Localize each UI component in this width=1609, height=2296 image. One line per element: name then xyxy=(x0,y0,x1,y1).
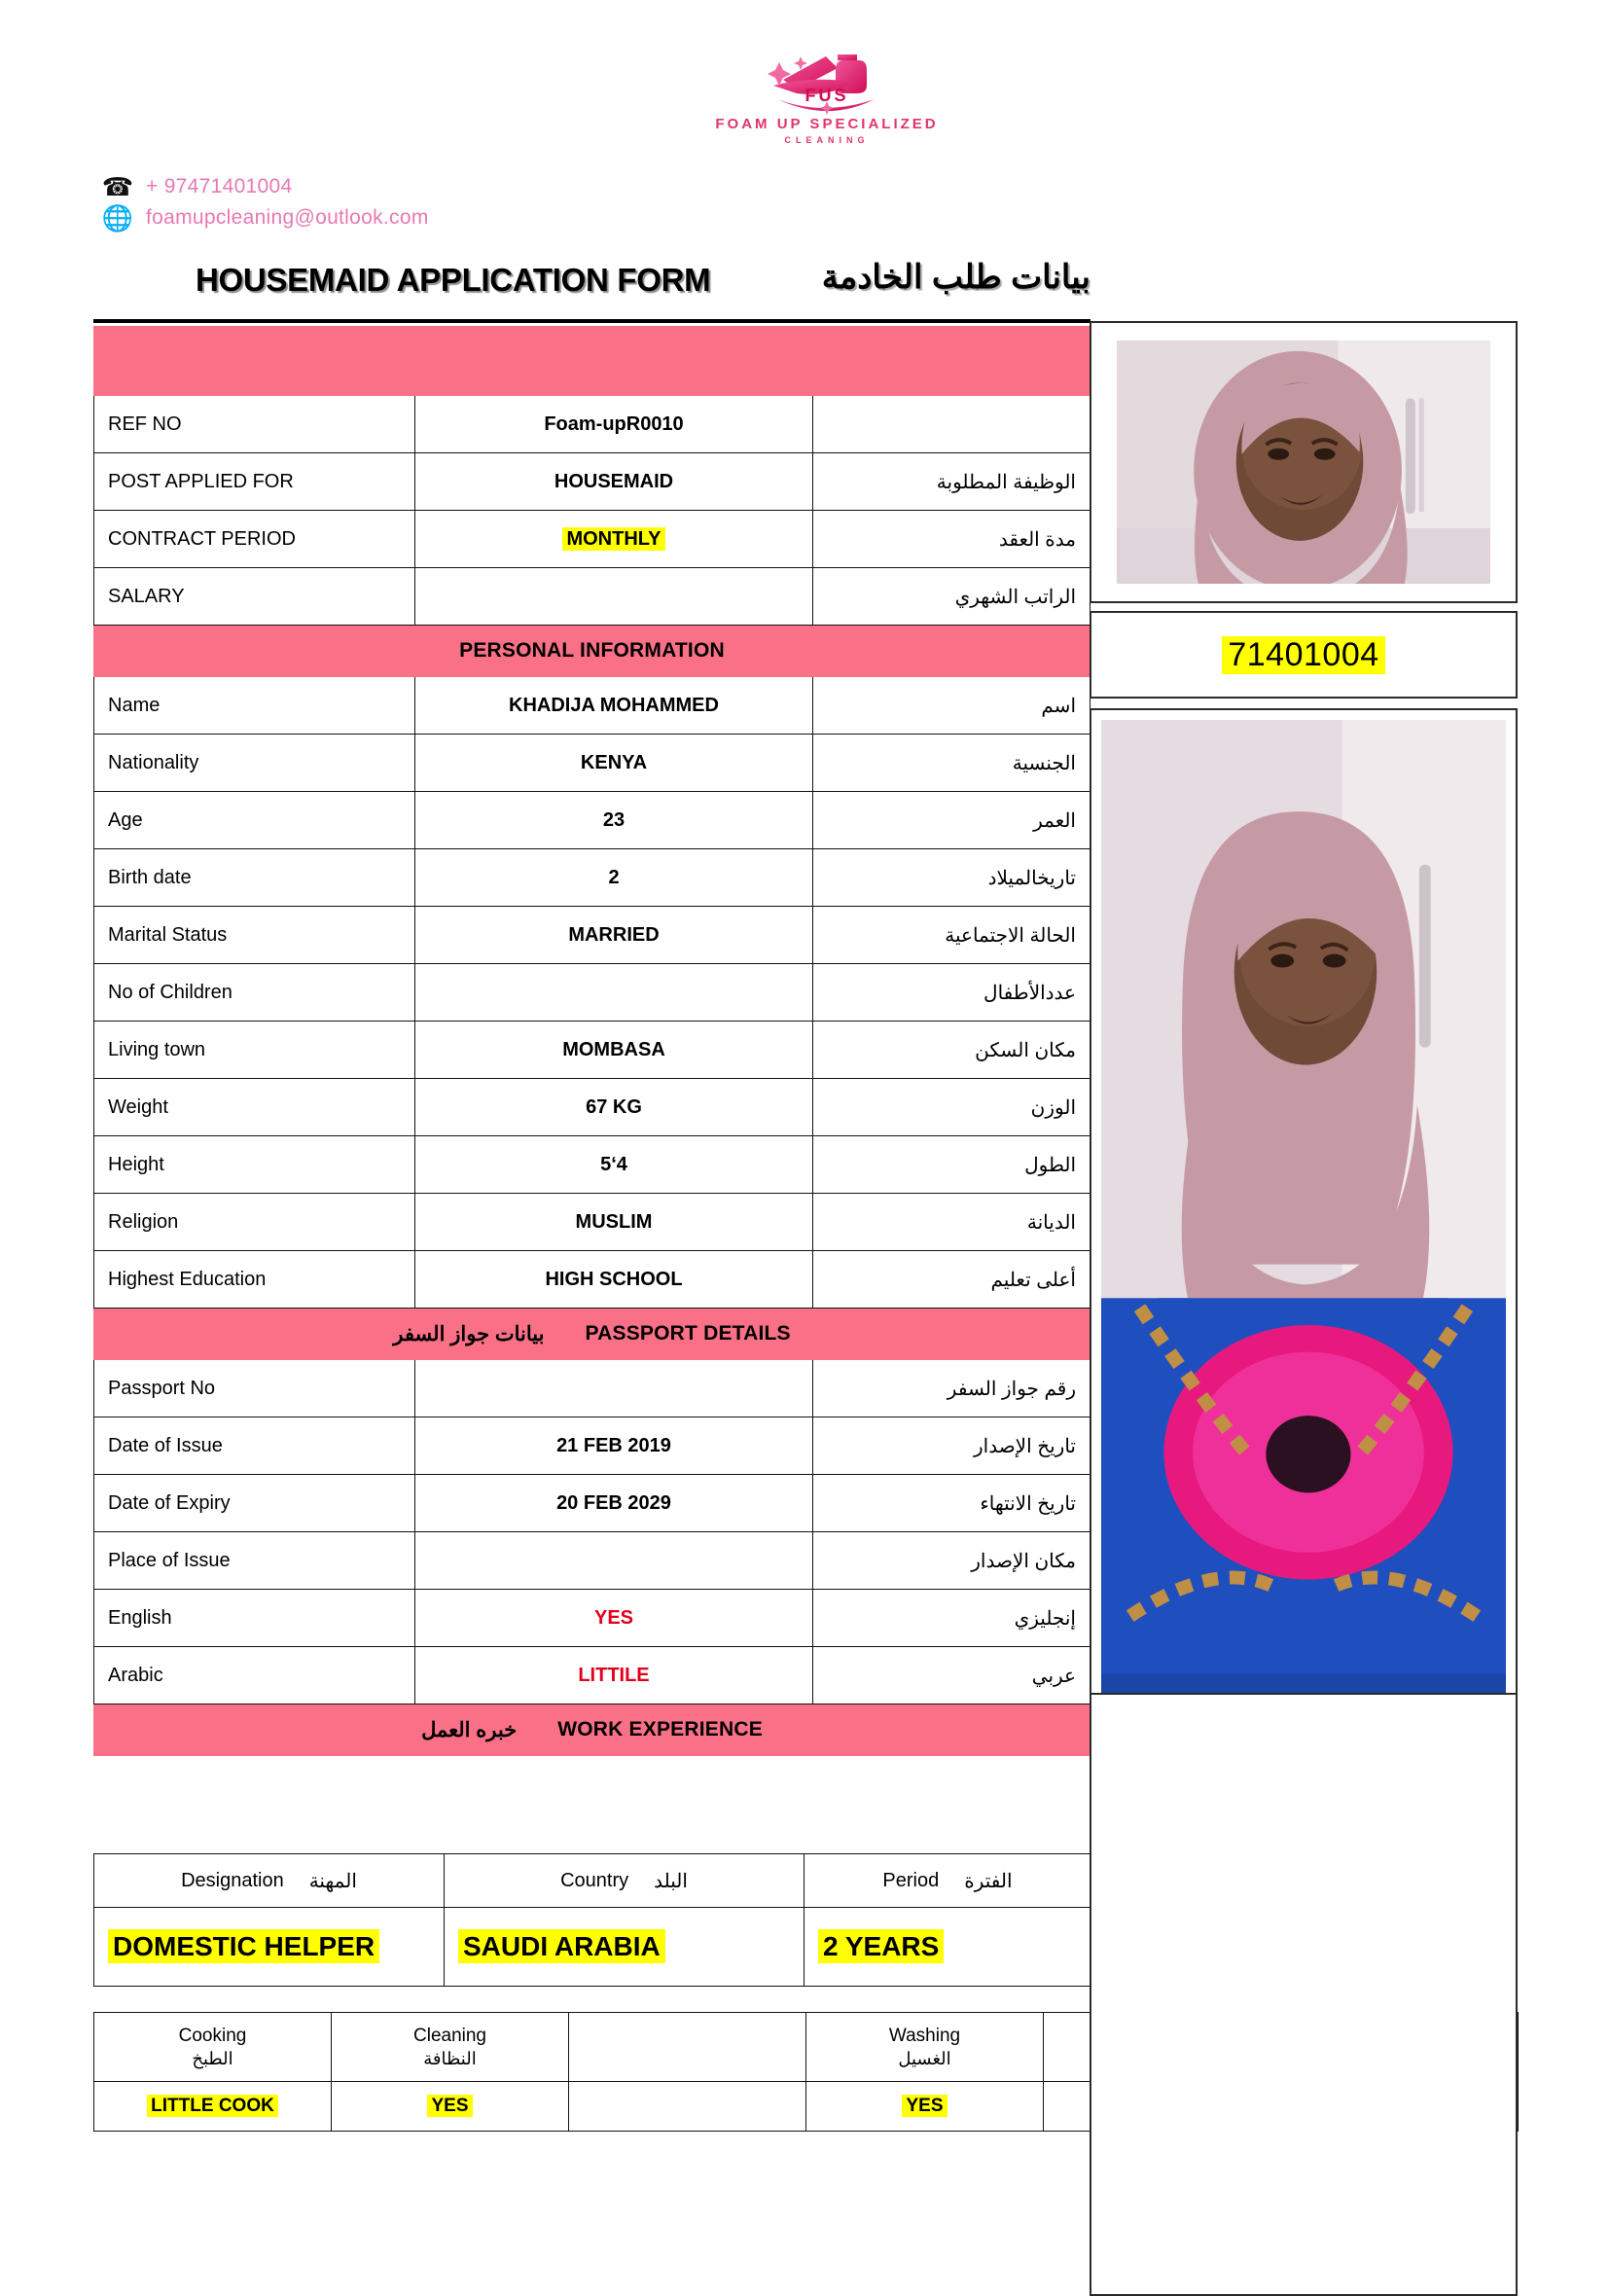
date-of-issue-value[interactable]: 21 FEB 2019 xyxy=(415,1417,812,1475)
place-of-issue-label-ar: مكان الإصدار xyxy=(812,1532,1090,1590)
form-row xyxy=(94,1532,1091,1590)
personal-information-band-label: PERSONAL INFORMATION xyxy=(94,626,1091,677)
contact-number-value: 71401004 xyxy=(1222,636,1384,674)
contact-number-box xyxy=(1090,611,1518,699)
wex-col-designation xyxy=(94,1854,445,1908)
no-of-children-label-ar: عددالأطفال xyxy=(812,964,1090,1022)
form-row xyxy=(94,1022,1091,1079)
applicant-headshot-photo-box xyxy=(1090,321,1518,603)
height-label-ar: الطول xyxy=(812,1136,1090,1194)
phone-text: + 97471401004 xyxy=(146,175,293,197)
date-of-expiry-label: Date of Expiry xyxy=(94,1475,415,1532)
applicant-headshot-photo xyxy=(1117,341,1490,584)
personal-information-band xyxy=(94,626,1091,677)
salary-label-ar: الراتب الشهري xyxy=(812,568,1090,626)
birth-date-label-ar: تاريخالميلاد xyxy=(812,849,1090,907)
passport-no-label-ar: رقم جواز السفر xyxy=(812,1360,1090,1417)
wex-period-en: Period xyxy=(882,1869,940,1891)
english-label-ar: إنجليزي xyxy=(812,1590,1090,1647)
work-experience-entry-row xyxy=(94,1908,1091,1987)
name-label-ar: اسم xyxy=(812,677,1090,735)
telephone-icon: ☎ xyxy=(101,172,134,201)
wex-country-ar: البلد xyxy=(654,1870,688,1892)
highest-education-label: Highest Education xyxy=(94,1251,415,1309)
svg-text:FUS: FUS xyxy=(804,86,849,105)
post-applied-for-label: POST APPLIED FOR xyxy=(94,453,415,511)
post-applied-for-value[interactable]: HOUSEMAID xyxy=(415,453,812,511)
skill-value-blank-2[interactable] xyxy=(569,2082,806,2132)
passport-no-label: Passport No xyxy=(94,1360,415,1417)
salary-label: SALARY xyxy=(94,568,415,626)
wex-designation-en: Designation xyxy=(181,1869,284,1891)
title-underline xyxy=(93,319,1091,323)
wex-col-period xyxy=(804,1854,1091,1908)
email-text[interactable]: foamupcleaning@outlook.com xyxy=(146,206,429,229)
weight-value[interactable]: 67 KG xyxy=(415,1079,812,1136)
wex-col-country xyxy=(445,1854,804,1908)
form-row xyxy=(94,1136,1091,1194)
skill-header-blank-2 xyxy=(569,2013,806,2082)
place-of-issue-label: Place of Issue xyxy=(94,1532,415,1590)
contract-period-value[interactable]: MONTHLY xyxy=(415,511,812,568)
birth-date-label: Birth date xyxy=(94,849,415,907)
marital-status-label-ar: الحالة الاجتماعية xyxy=(812,907,1090,964)
age-label: Age xyxy=(94,792,415,849)
form-row xyxy=(94,1647,1091,1704)
ref-no-value[interactable]: Foam-upR0010 xyxy=(415,396,812,453)
contract-period-label-ar: مدة العقد xyxy=(812,511,1090,568)
living-town-value[interactable]: MOMBASA xyxy=(415,1022,812,1079)
place-of-issue-value[interactable] xyxy=(415,1532,812,1590)
spray-bottle-logo-icon xyxy=(754,47,900,117)
form-row xyxy=(94,396,1091,453)
weight-label: Weight xyxy=(94,1079,415,1136)
name-value[interactable]: KHADIJA MOHAMMED xyxy=(415,677,812,735)
logo-subtext: CLEANING xyxy=(784,134,870,145)
form-row xyxy=(94,907,1091,964)
skill-header-cooking: Cooking الطبخ xyxy=(94,2013,332,2082)
contract-period-label: CONTRACT PERIOD xyxy=(94,511,415,568)
english-value[interactable]: YES xyxy=(415,1590,812,1647)
passport-no-value[interactable] xyxy=(415,1360,812,1417)
arabic-label: Arabic xyxy=(94,1647,415,1704)
ref-no-label: REF NO xyxy=(94,396,415,453)
form-row xyxy=(94,1360,1091,1417)
page-title-ar: بيانات طلب الخادمة xyxy=(821,259,1091,296)
passport-details-band-label: بيانات جواز السفر PASSPORT DETAILS xyxy=(94,1309,1091,1360)
form-row xyxy=(94,677,1091,735)
date-of-issue-label-ar: تاريخ الإصدار xyxy=(812,1417,1090,1475)
form-row xyxy=(94,1417,1091,1475)
wex-country-en: Country xyxy=(560,1869,629,1891)
age-label-ar: العمر xyxy=(812,792,1090,849)
wex-designation-ar: المهنة xyxy=(308,1870,357,1892)
form-row xyxy=(94,849,1091,907)
birth-date-value[interactable]: 2 xyxy=(415,849,812,907)
wex-period-ar: الفترة xyxy=(964,1870,1013,1892)
height-label: Height xyxy=(94,1136,415,1194)
phone-row xyxy=(97,171,603,202)
form-row xyxy=(94,453,1091,511)
salary-value[interactable] xyxy=(415,568,812,626)
date-of-expiry-value[interactable]: 20 FEB 2029 xyxy=(415,1475,812,1532)
work-experience-table xyxy=(93,1853,1091,1987)
nationality-value[interactable]: KENYA xyxy=(415,735,812,792)
top-band-label xyxy=(94,327,1091,396)
form-row xyxy=(94,792,1091,849)
form-row xyxy=(94,568,1091,626)
notes-box xyxy=(1090,1693,1518,2296)
work-experience-band xyxy=(94,1704,1091,1756)
name-label: Name xyxy=(94,677,415,735)
skill-value-cleaning[interactable]: YES xyxy=(332,2082,569,2132)
height-value[interactable]: 5‘4 xyxy=(415,1136,812,1194)
form-row xyxy=(94,964,1091,1022)
arabic-label-ar: عربي xyxy=(812,1647,1090,1704)
company-logo xyxy=(681,47,973,161)
email-row xyxy=(97,202,603,233)
page-title-en: HOUSEMAID APPLICATION FORM xyxy=(196,262,711,298)
post-applied-for-label-ar: الوظيفة المطلوبة xyxy=(812,453,1090,511)
ref-no-label-ar xyxy=(812,396,1090,453)
religion-label-ar: الديانة xyxy=(812,1194,1090,1251)
nationality-label-ar: الجنسية xyxy=(812,735,1090,792)
wex-value-country: SAUDI ARABIA xyxy=(445,1908,804,1987)
no-of-children-label: No of Children xyxy=(94,964,415,1022)
marital-status-value[interactable]: MARRIED xyxy=(415,907,812,964)
form-row xyxy=(94,735,1091,792)
page-title xyxy=(93,258,1091,318)
date-of-expiry-label-ar: تاريخ الانتهاء xyxy=(812,1475,1090,1532)
work-experience-band-label: خبره العمل WORK EXPERIENCE xyxy=(94,1704,1091,1756)
no-of-children-value[interactable] xyxy=(415,964,812,1022)
wex-value-designation: DOMESTIC HELPER xyxy=(94,1908,445,1987)
highest-education-label-ar: أعلى تعليم xyxy=(812,1251,1090,1309)
contact-block xyxy=(97,171,603,233)
arabic-value[interactable]: LITTILE xyxy=(415,1647,812,1704)
religion-value[interactable]: MUSLIM xyxy=(415,1194,812,1251)
globe-icon: 🌐 xyxy=(101,203,134,233)
living-town-label-ar: مكان السكن xyxy=(812,1022,1090,1079)
logo-wordmark: FOAM UP SPECIALIZED xyxy=(715,116,939,132)
wex-value-period: 2 YEARS xyxy=(804,1908,1091,1987)
form-row xyxy=(94,1079,1091,1136)
weight-label-ar: الوزن xyxy=(812,1079,1090,1136)
application-form-table xyxy=(93,326,1091,1756)
living-town-label: Living town xyxy=(94,1022,415,1079)
top-band xyxy=(94,327,1091,396)
english-label: English xyxy=(94,1590,415,1647)
form-row xyxy=(94,1590,1091,1647)
form-row xyxy=(94,1194,1091,1251)
form-row xyxy=(94,1475,1091,1532)
highest-education-value[interactable]: HIGH SCHOOL xyxy=(415,1251,812,1309)
skill-header-cleaning: Cleaning النظافة xyxy=(332,2013,569,2082)
applicant-full-photo xyxy=(1101,720,1506,1716)
age-value[interactable]: 23 xyxy=(415,792,812,849)
form-row xyxy=(94,1251,1091,1309)
applicant-full-photo-box xyxy=(1090,708,1518,1728)
religion-label: Religion xyxy=(94,1194,415,1251)
form-row xyxy=(94,511,1091,568)
marital-status-label: Marital Status xyxy=(94,907,415,964)
nationality-label: Nationality xyxy=(94,735,415,792)
skill-value-cooking[interactable]: LITTLE COOK xyxy=(94,2082,332,2132)
passport-details-band xyxy=(94,1309,1091,1360)
skill-header-washing: Washing الغسيل xyxy=(806,2013,1044,2082)
date-of-issue-label: Date of Issue xyxy=(94,1417,415,1475)
work-experience-header-row xyxy=(94,1854,1091,1908)
skill-value-washing[interactable]: YES xyxy=(806,2082,1044,2132)
